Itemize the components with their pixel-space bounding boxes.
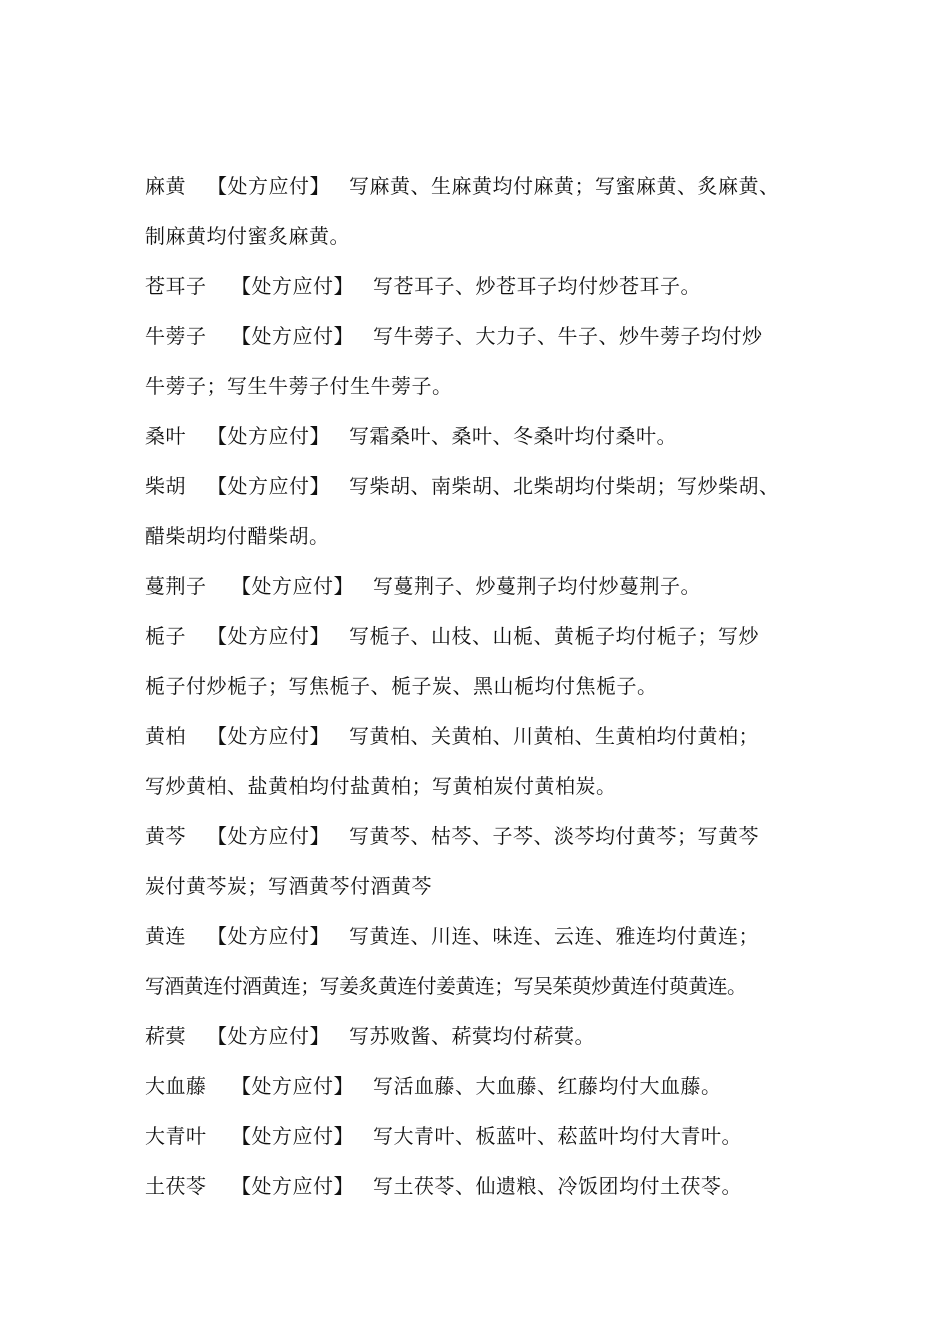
entry-text: 写霜桑叶、桑叶、冬桑叶均付桑叶。 (349, 424, 677, 448)
herb-name: 麻黄 (145, 174, 186, 198)
herb-name: 黄芩 (145, 824, 186, 848)
entry-text: 写苏败酱、菥蓂均付菥蓂。 (349, 1024, 595, 1048)
entry-text: 制麻黄均付蜜炙麻黄。 (145, 224, 350, 248)
entry-text: 写麻黄、生麻黄均付麻黄；写蜜麻黄、炙麻黄、 (349, 174, 780, 198)
entry-continuation (145, 974, 815, 998)
entry-line (145, 324, 815, 348)
entry-text: 写土茯苓、仙遗粮、冷饭团均付土茯苓。 (373, 1174, 742, 1198)
section-label: 【处方应付】 (231, 1174, 354, 1198)
herb-name: 菥蓂 (145, 1024, 186, 1048)
section-label: 【处方应付】 (207, 1024, 330, 1048)
section-label: 【处方应付】 (207, 474, 330, 498)
entry-continuation (145, 374, 815, 398)
entry-text: 炭付黄芩炭；写酒黄芩付酒黄芩 (145, 874, 432, 898)
herb-name: 苍耳子 (145, 274, 207, 298)
entry-text: 写活血藤、大血藤、红藤均付大血藤。 (373, 1074, 722, 1098)
section-label: 【处方应付】 (207, 824, 330, 848)
entry-line (145, 924, 815, 948)
section-label: 【处方应付】 (207, 624, 330, 648)
section-label: 【处方应付】 (231, 274, 354, 298)
herb-name: 大青叶 (145, 1124, 207, 1148)
herb-name: 土茯苓 (145, 1174, 207, 1198)
section-label: 【处方应付】 (231, 574, 354, 598)
herb-name: 黄连 (145, 924, 186, 948)
entry-line (145, 1124, 815, 1148)
section-label: 【处方应付】 (207, 724, 330, 748)
entry-line (145, 574, 815, 598)
herb-name: 大血藤 (145, 1074, 207, 1098)
section-label: 【处方应付】 (207, 174, 330, 198)
entry-line (145, 474, 815, 498)
entry-continuation (145, 774, 815, 798)
herb-name: 柴胡 (145, 474, 186, 498)
entry-continuation (145, 224, 815, 248)
entry-text: 写牛蒡子、大力子、牛子、炒牛蒡子均付炒 (373, 324, 763, 348)
entry-line (145, 274, 815, 298)
entry-line (145, 1074, 815, 1098)
section-label: 【处方应付】 (207, 424, 330, 448)
herb-name: 牛蒡子 (145, 324, 207, 348)
herb-name: 桑叶 (145, 424, 186, 448)
entry-text: 写黄连、川连、味连、云连、雅连均付黄连； (349, 924, 759, 948)
section-label: 【处方应付】 (207, 924, 330, 948)
herb-name: 蔓荆子 (145, 574, 207, 598)
entry-line (145, 174, 815, 198)
entry-text: 栀子付炒栀子；写焦栀子、栀子炭、黑山栀均付焦栀子。 (145, 674, 658, 698)
entry-line (145, 824, 815, 848)
section-label: 【处方应付】 (231, 324, 354, 348)
entry-text: 写栀子、山枝、山栀、黄栀子均付栀子；写炒 (349, 624, 759, 648)
entry-text: 写黄芩、枯芩、子芩、淡芩均付黄芩；写黄芩 (349, 824, 759, 848)
entry-line (145, 624, 815, 648)
entry-line (145, 1174, 815, 1198)
entry-text: 牛蒡子；写生牛蒡子付生牛蒡子。 (145, 374, 453, 398)
section-label: 【处方应付】 (231, 1124, 354, 1148)
entry-text: 写炒黄柏、盐黄柏均付盐黄柏；写黄柏炭付黄柏炭。 (145, 774, 617, 798)
entry-text: 写黄柏、关黄柏、川黄柏、生黄柏均付黄柏； (349, 724, 759, 748)
entry-text: 醋柴胡均付醋柴胡。 (145, 524, 330, 548)
entry-text: 写大青叶、板蓝叶、菘蓝叶均付大青叶。 (373, 1124, 742, 1148)
entry-line (145, 424, 815, 448)
herb-name: 黄柏 (145, 724, 186, 748)
section-label: 【处方应付】 (231, 1074, 354, 1098)
entry-text: 写柴胡、南柴胡、北柴胡均付柴胡；写炒柴胡、 (349, 474, 780, 498)
entry-text: 写酒黄连付酒黄连；写姜炙黄连付姜黄连；写吴茱萸炒黄连付萸黄连。 (145, 974, 747, 998)
entry-line (145, 1024, 815, 1048)
entry-continuation (145, 524, 815, 548)
entry-text: 写苍耳子、炒苍耳子均付炒苍耳子。 (373, 274, 701, 298)
entry-continuation (145, 674, 815, 698)
entry-line (145, 724, 815, 748)
entry-continuation (145, 874, 815, 898)
entry-text: 写蔓荆子、炒蔓荆子均付炒蔓荆子。 (373, 574, 701, 598)
herb-name: 栀子 (145, 624, 186, 648)
